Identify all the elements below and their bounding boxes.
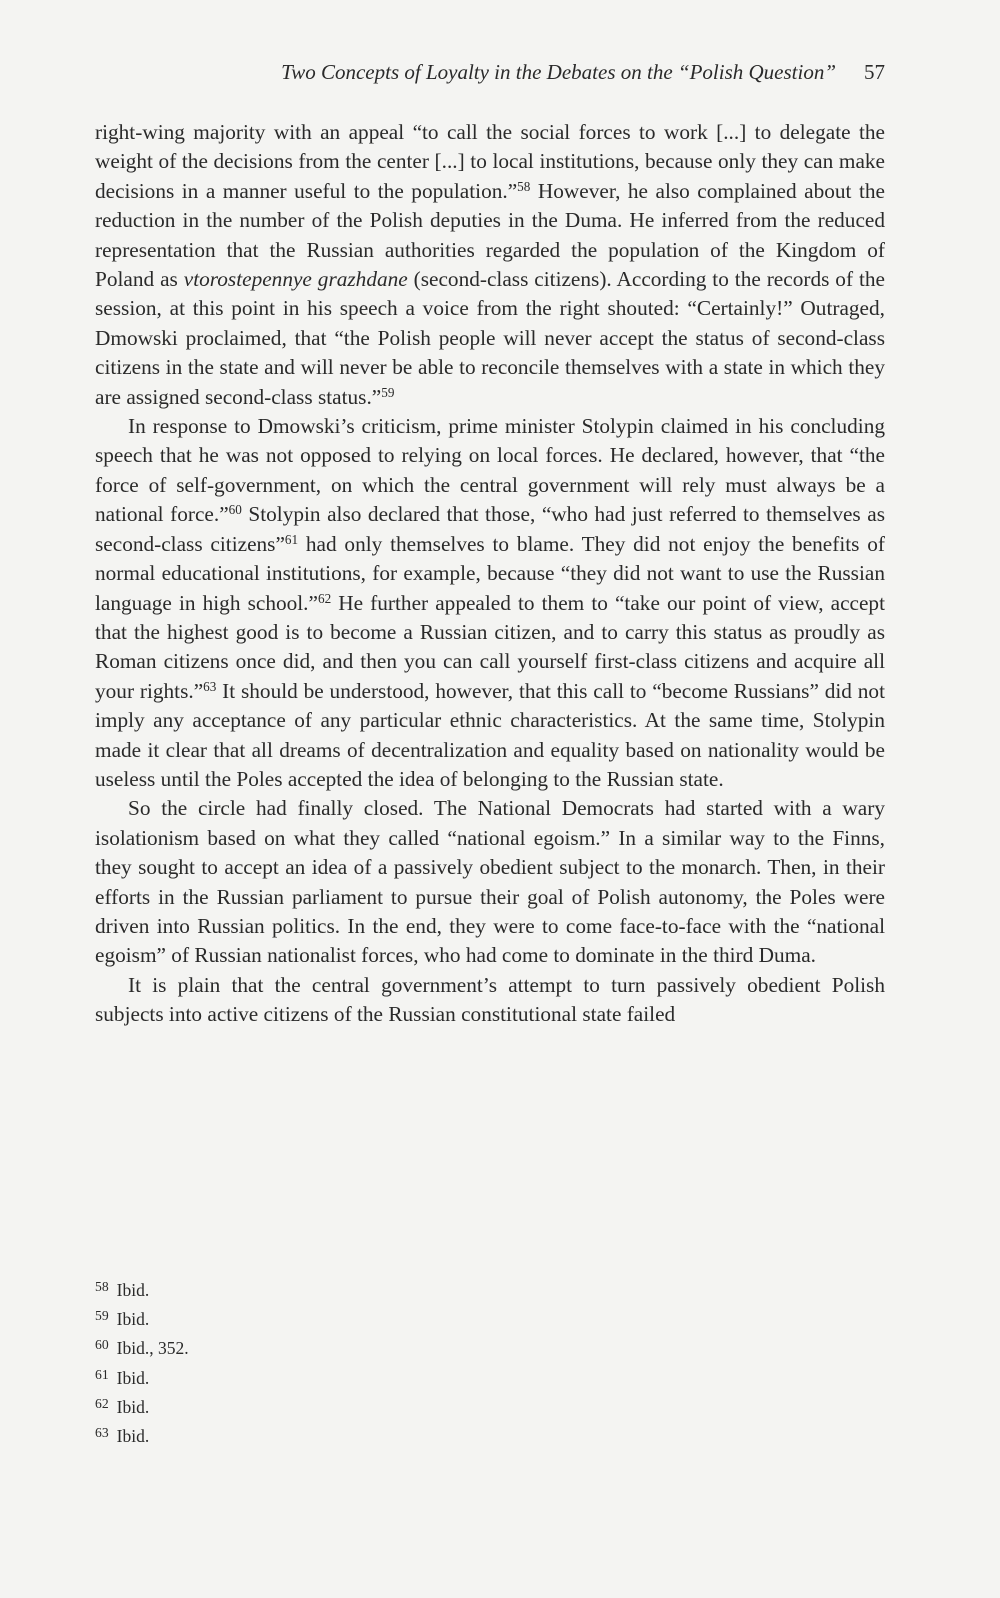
body-text — [95, 118, 885, 1030]
footnote — [95, 1362, 885, 1391]
footnote-text: Ibid. — [116, 1308, 150, 1329]
footnote — [95, 1303, 885, 1332]
text-segment: right-wing majority with an appeal “to call the social forces to work [...] to delegate the weight of the decisions from the center [...] to local institutions, because only they can make decisions in a manner useful to the population.” — [95, 120, 885, 203]
footnote-reference: 63 — [203, 678, 217, 694]
footnote — [95, 1274, 885, 1303]
footnotes — [95, 1274, 885, 1449]
text-segment: So the circle had finally closed. The National Democrats had started with a wary isolationism based on what they called “national egoism.” In a similar way to the Finns, they sought to accept an idea of a passively obedient subject to the monarch. Then, in their efforts in the Russian parliament to pursue their goal of Polish autonomy, the Poles were driven into Russian politics. In the end, they were to come face-to-face with the “national egoism” of Russian nationalist forces, who had come to dominate in the third Duma. — [95, 796, 885, 968]
footnote-text: Ibid., 352. — [116, 1338, 189, 1359]
text-segment: It should be understood, however, that this call to “become Russians” did not imply any acceptance of any particular ethnic characteristics. At the same time, Stolypin made it clear that all dreams of decentralization and equality based on nationality would be useless until the Poles accepted the idea of belonging to the Russian state. — [95, 678, 885, 791]
paragraph — [95, 118, 885, 412]
footnote-text: Ibid. — [116, 1367, 150, 1388]
footnote — [95, 1391, 885, 1420]
footnote-reference: 62 — [317, 590, 332, 606]
footnote-number: 58 — [95, 1279, 109, 1294]
footnote-text: Ibid. — [116, 1279, 150, 1300]
text-segment: Stolypin also declared that those, “who had just referred to themselves as second-class citizens” — [95, 502, 885, 556]
footnote-number: 60 — [95, 1337, 109, 1353]
footnote-number: 62 — [95, 1395, 109, 1411]
footnote-text: Ibid. — [116, 1425, 150, 1446]
text-segment: However, he also complained about the reduction in the number of the Polish deputies in the Duma. He inferred from the reduced representation that the Russian authorities regarded the population of the Kingdom of Poland as — [95, 178, 885, 292]
footnote-reference: 61 — [284, 531, 299, 547]
text-segment: It is plain that the central government’s attempt to turn passively obedient Polish subjects into active citizens of the Russian constitutional state failed — [95, 972, 885, 1027]
running-title: Two Concepts of Loyalty in the Debates on the “Polish Question” — [281, 60, 836, 84]
footnote-number: 63 — [95, 1424, 109, 1440]
footnote — [95, 1332, 885, 1361]
paragraph — [95, 412, 885, 794]
footnote-reference: 60 — [228, 502, 242, 518]
text-segment: (second-class citizens). According to the records of the session, at this point in his speech a voice from the right shouted: “Certainly!” Outraged, Dmowski proclaimed, that “the Polish people will never accept the status of second-class citizens in the state and will never be able to reconcile themselves with a state in which they are assigned second-class status.” — [95, 267, 885, 409]
footnote-reference: 59 — [381, 384, 395, 400]
page-number: 57 — [864, 60, 885, 84]
footnote — [95, 1420, 885, 1449]
italic-text: vtorostepennye grazhdane — [183, 267, 408, 292]
footnote-text: Ibid. — [116, 1396, 150, 1417]
footnote-number: 59 — [95, 1308, 109, 1324]
footnote-number: 61 — [95, 1366, 109, 1382]
footnote-reference: 58 — [517, 178, 531, 194]
paragraph — [95, 971, 885, 1030]
text-segment: had only themselves to blame. They did not enjoy the benefits of normal educational institutions, for example, because “they did not want to use the Russian language in high school.” — [95, 531, 885, 615]
text-segment: In response to Dmowski’s criticism, prime minister Stolypin claimed in his concluding speech that he was not opposed to relying on local forces. He declared, however, that “the force of self-government, on which the central government will rely must always be a national force.” — [95, 414, 885, 527]
running-header — [95, 60, 885, 85]
text-segment: He further appealed to them to “take our point of view, accept that the highest good is to become a Russian citizen, and to carry this status as proudly as Roman citizens once did, and then you can call yourself first-class citizens and acquire all your rights.” — [95, 590, 885, 703]
paragraph — [95, 794, 885, 970]
